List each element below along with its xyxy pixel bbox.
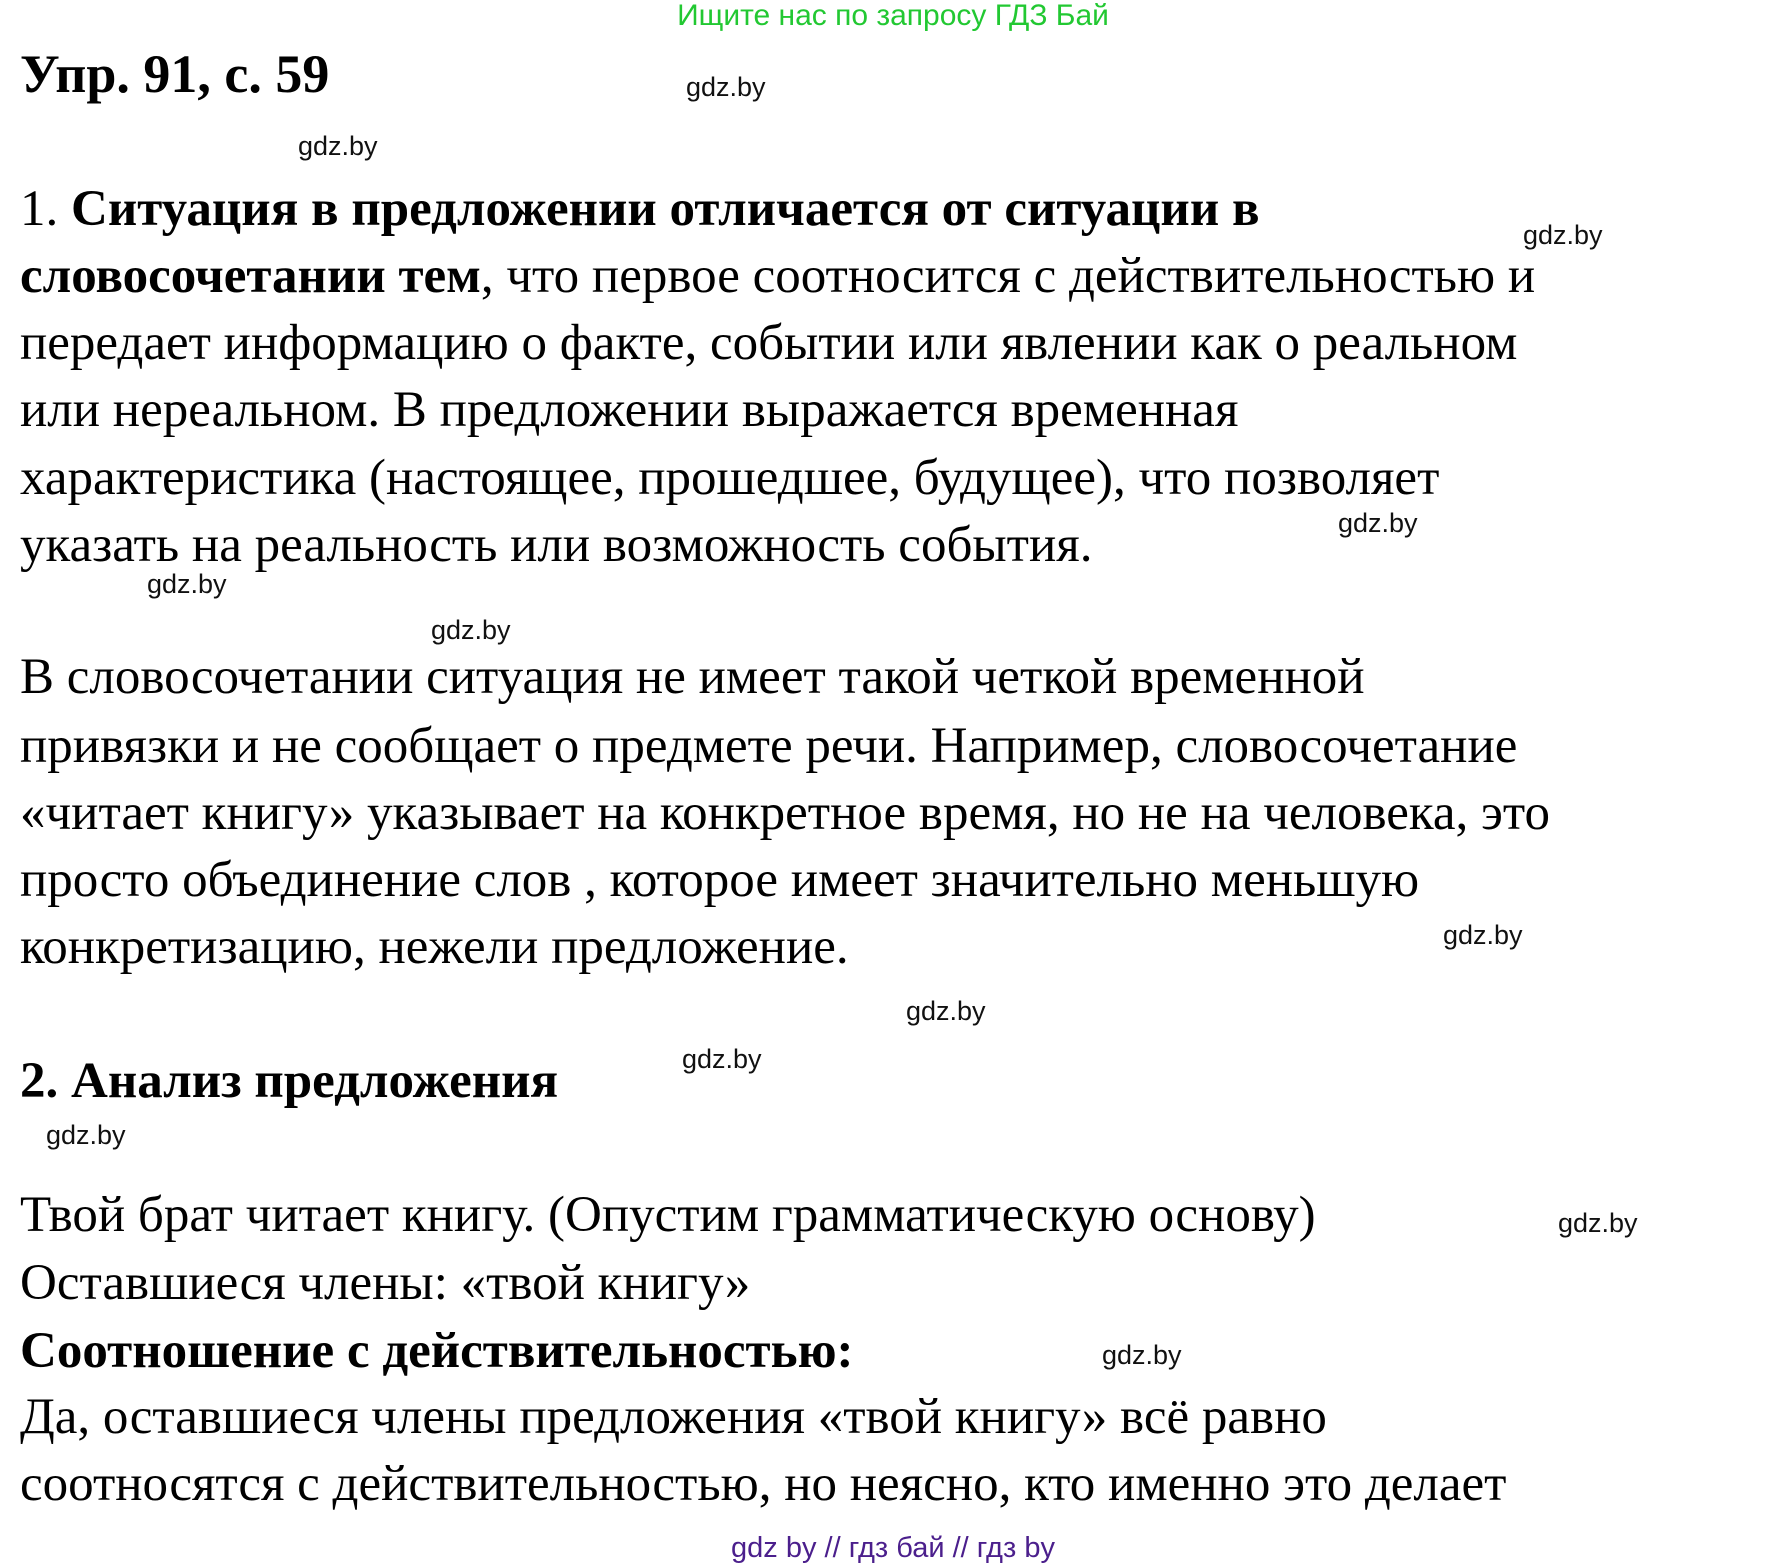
watermark: gdz.by: [1338, 508, 1418, 538]
text-line: [20, 850, 1419, 910]
text-line: [20, 1321, 854, 1381]
text-segment: В словосочетании ситуация не имеет такой четкой временной: [20, 649, 1365, 705]
text-line: [20, 1454, 1506, 1514]
text-line: [20, 515, 1092, 575]
text-line: [20, 716, 1517, 776]
text-line: [20, 380, 1238, 440]
text-segment: Да, оставшиеся члены предложения «твой книгу» всё равно: [20, 1389, 1327, 1445]
text-segment: передает информацию о факте, событии или явлении как о реальном: [20, 315, 1518, 371]
watermark: gdz.by: [46, 1120, 126, 1150]
text-segment: , что первое соотносится с действительностью и: [480, 248, 1536, 304]
text-segment: «читает книгу» указывает на конкретное время, но не на человека, это: [20, 785, 1551, 841]
text-line: [20, 313, 1517, 373]
watermark: gdz.by: [686, 72, 766, 102]
bold-text: словосочетании тем: [20, 248, 481, 304]
text-line: [20, 647, 1365, 707]
text-segment: 1.: [20, 181, 71, 237]
watermark: gdz.by: [1523, 220, 1603, 250]
watermark: gdz.by: [431, 615, 511, 645]
watermark: gdz.by: [147, 569, 227, 599]
text-segment: конкретизацию, нежели предложение.: [20, 919, 849, 975]
watermark: gdz.by: [1443, 920, 1523, 950]
bold-text: Соотношение с действительностью:: [20, 1323, 854, 1379]
text-line: [20, 1051, 558, 1111]
watermark: gdz.by: [1102, 1340, 1182, 1370]
text-segment: Оставшиеся члены: «твой книгу»: [20, 1255, 751, 1311]
text-segment: просто объединение слов , которое имеет значительно меньшую: [20, 852, 1420, 908]
text-line: [20, 448, 1439, 508]
search-hint-banner: Ищите нас по запросу ГДЗ Бай: [677, 0, 1109, 32]
text-line: [20, 917, 849, 977]
text-line: [20, 783, 1550, 843]
watermark: gdz.by: [906, 996, 986, 1026]
text-line: [20, 1253, 750, 1313]
watermark: gdz.by: [298, 131, 378, 161]
text-line: [20, 1387, 1327, 1447]
text-segment: характеристика (настоящее, прошедшее, будущее), что позволяет: [20, 450, 1440, 506]
text-segment: привязки и не сообщает о предмете речи. Например, словосочетание: [20, 718, 1518, 774]
text-line: [20, 179, 1260, 239]
text-line: [20, 246, 1535, 306]
text-segment: или нереальном. В предложении выражается временная: [20, 382, 1239, 438]
text-segment: указать на реальность или возможность события.: [20, 517, 1093, 573]
bold-text: 2. Анализ предложения: [20, 1053, 559, 1109]
text-segment: Твой брат читает книгу. (Опустим грамматическую основу): [20, 1187, 1316, 1243]
footer-watermark: gdz by // гдз бай // гдз by: [731, 1532, 1055, 1564]
watermark: gdz.by: [1558, 1208, 1638, 1238]
bold-text: Ситуация в предложении отличается от ситуации в: [71, 181, 1260, 237]
text-segment: соотносятся с действительностью, но неясно, кто именно это делает: [20, 1456, 1507, 1512]
page-title: Упр. 91, с. 59: [20, 44, 330, 104]
watermark: gdz.by: [682, 1044, 762, 1074]
text-line: [20, 1185, 1316, 1245]
